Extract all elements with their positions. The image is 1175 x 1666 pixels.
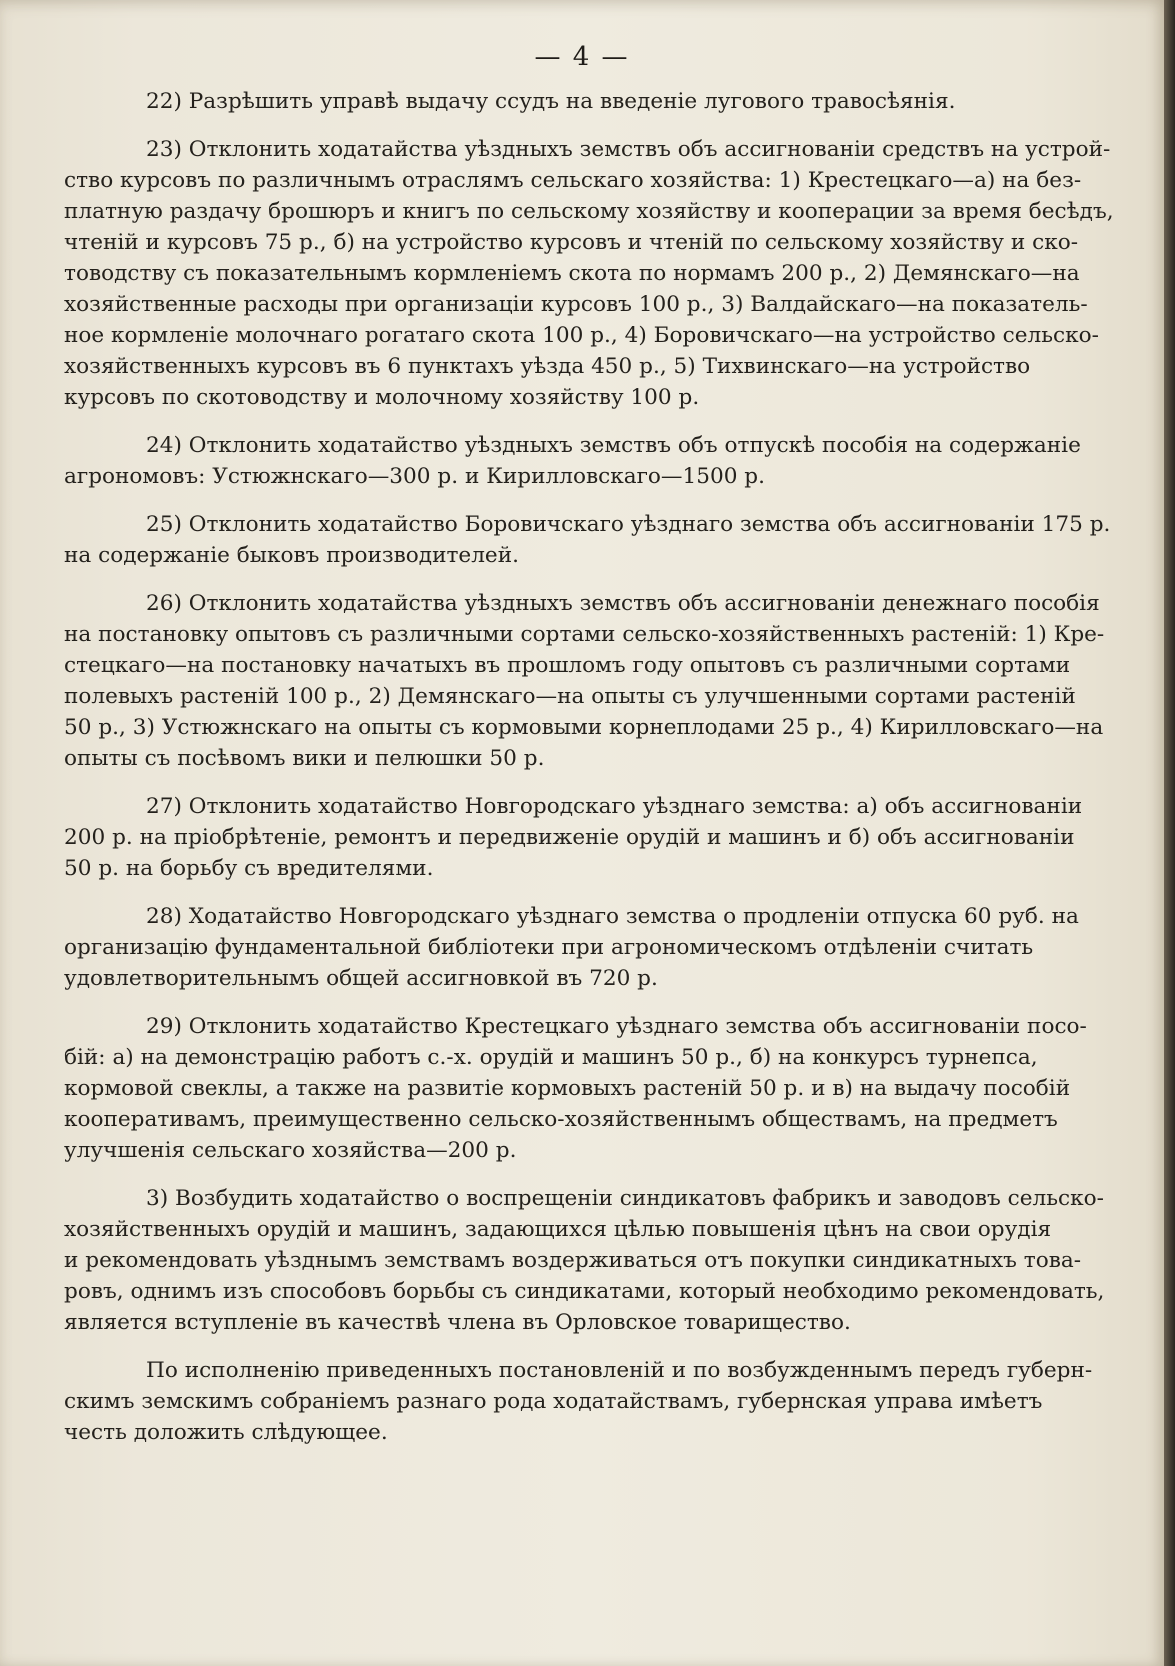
text-line: честь доложить слѣдующее. bbox=[64, 1420, 388, 1445]
text-line: платную раздачу брошюръ и книгъ по сельскому хозяйству и кооперации за время бесѣдъ, bbox=[64, 199, 1114, 224]
paragraph-conclusion bbox=[64, 1355, 1164, 1448]
text-line: кормовой свеклы, а также на развитіе кормовыхъ растеній 50 р. и в) на выдачу пособій bbox=[64, 1076, 1071, 1101]
text-line: стецкаго—на постановку начатыхъ въ прошломъ году опытовъ съ различными сортами bbox=[64, 653, 1071, 678]
text-line: 3) Возбудить ходатайство о воспрещеніи синдикатовъ фабрикъ и заводовъ сельско- bbox=[146, 1186, 1104, 1211]
text-line: на постановку опытовъ съ различными сортами сельско-хозяйственныхъ растеній: 1) Кре- bbox=[64, 622, 1105, 647]
text-line: скимъ земскимъ собраніемъ разнаго рода ходатайствамъ, губернская управа имѣетъ bbox=[64, 1389, 1043, 1414]
text-line: ровъ, однимъ изъ способовъ борьбы съ синдикатами, который необходимо рекомендовать, bbox=[64, 1279, 1105, 1304]
paragraph-26 bbox=[64, 588, 1164, 774]
text-line: 200 р. на пріобрѣтеніе, ремонтъ и передвиженіе орудій и машинъ и б) объ ассигнованіи bbox=[64, 825, 1075, 850]
text-line: улучшенія сельскаго хозяйства—200 р. bbox=[64, 1138, 517, 1163]
text-line: хозяйственныхъ курсовъ въ 6 пунктахъ уѣзда 450 р., 5) Тихвинскаго—на устройство bbox=[64, 354, 1031, 379]
text-line: чтеній и курсовъ 75 р., б) на устройство курсовъ и чтеній по сельскому хозяйству и ско- bbox=[64, 230, 1079, 255]
text-line: 28) Ходатайство Новгородскаго уѣзднаго земства о продленіи отпуска 60 руб. на bbox=[146, 904, 1079, 929]
text-line: хозяйственныхъ орудій и машинъ, задающихся цѣлью повышенія цѣнъ на свои орудія bbox=[64, 1217, 1052, 1242]
text-line: и рекомендовать уѣзднымъ земствамъ воздерживаться отъ покупки синдикатныхъ това- bbox=[64, 1248, 1082, 1273]
text-line: ство курсовъ по различнымъ отраслямъ сельскаго хозяйства: 1) Крестецкаго—а) на без- bbox=[64, 168, 1082, 193]
text-line: По исполненію приведенныхъ постановленій и по возбужденнымъ передъ губерн- bbox=[146, 1358, 1093, 1383]
text-line: организацію фундаментальной библіотеки при агрономическомъ отдѣленіи считать bbox=[64, 935, 1034, 960]
text-line: удовлетворительнымъ общей ассигновкой въ 720 р. bbox=[64, 966, 658, 991]
paragraph-29 bbox=[64, 1011, 1164, 1166]
text-line: бій: а) на демонстрацію работъ с.-х. орудій и машинъ 50 р., б) на конкурсъ турнепса, bbox=[64, 1045, 1038, 1070]
text-line: 23) Отклонить ходатайства уѣздныхъ земствъ объ ассигнованіи средствъ на устрой- bbox=[146, 137, 1111, 162]
paragraph-27 bbox=[64, 791, 1164, 884]
text-line: товодству съ показательнымъ кормленіемъ скота по нормамъ 200 р., 2) Демянскаго—на bbox=[64, 261, 1080, 286]
text-line: полевыхъ растеній 100 р., 2) Демянскаго—на опыты съ улучшенными сортами растеній bbox=[64, 684, 1076, 709]
text-line: опыты съ посѣвомъ вики и пелюшки 50 р. bbox=[64, 746, 545, 771]
text-line: курсовъ по скотоводству и молочному хозяйству 100 р. bbox=[64, 385, 700, 410]
text-line: хозяйственные расходы при организаціи курсовъ 100 р., 3) Валдайскаго—на показатель- bbox=[64, 292, 1088, 317]
paragraph-30 bbox=[64, 1183, 1164, 1338]
text-line: агрономовъ: Устюжнскаго—300 р. и Кирилловскаго—1500 р. bbox=[64, 464, 765, 489]
page-number: — 4 — bbox=[534, 42, 630, 72]
paragraph-23 bbox=[64, 134, 1164, 413]
text-line: 29) Отклонить ходатайство Крестецкаго уѣзднаго земства объ ассигнованіи посо- bbox=[146, 1014, 1087, 1039]
text-line: кооперативамъ, преимущественно сельско-хозяйственнымъ обществамъ, на предметъ bbox=[64, 1107, 1058, 1132]
text-line: 24) Отклонить ходатайство уѣздныхъ земствъ объ отпускѣ пособія на содержаніе bbox=[146, 433, 1081, 458]
document-body bbox=[64, 86, 1164, 1465]
page-edge-shadow bbox=[1164, 0, 1175, 1666]
text-line: 22) Разрѣшить управѣ выдачу ссудъ на введеніе лугового травосѣянія. bbox=[146, 89, 956, 114]
text-line: на содержаніе быковъ производителей. bbox=[64, 543, 519, 568]
paragraph-25 bbox=[64, 509, 1164, 571]
paragraph-24 bbox=[64, 430, 1164, 492]
paragraph-28 bbox=[64, 901, 1164, 994]
text-line: ное кормленіе молочнаго рогатаго скота 100 р., 4) Боровичскаго—на устройство сельско- bbox=[64, 323, 1099, 348]
text-line: 27) Отклонить ходатайство Новгородскаго уѣзднаго земства: а) объ ассигнованіи bbox=[146, 794, 1083, 819]
text-line: является вступленіе въ качествѣ члена въ Орловское товарищество. bbox=[64, 1310, 851, 1335]
text-line: 25) Отклонить ходатайство Боровичскаго уѣзднаго земства объ ассигнованіи 175 р. bbox=[146, 512, 1111, 537]
text-line: 50 р. на борьбу съ вредителями. bbox=[64, 856, 434, 881]
text-line: 26) Отклонить ходатайства уѣздныхъ земствъ объ ассигнованіи денежнаго пособія bbox=[146, 591, 1100, 616]
text-line: 50 р., 3) Устюжнскаго на опыты съ кормовыми корнеплодами 25 р., 4) Кирилловскаго—на bbox=[64, 715, 1104, 740]
paragraph-22 bbox=[64, 86, 1164, 117]
